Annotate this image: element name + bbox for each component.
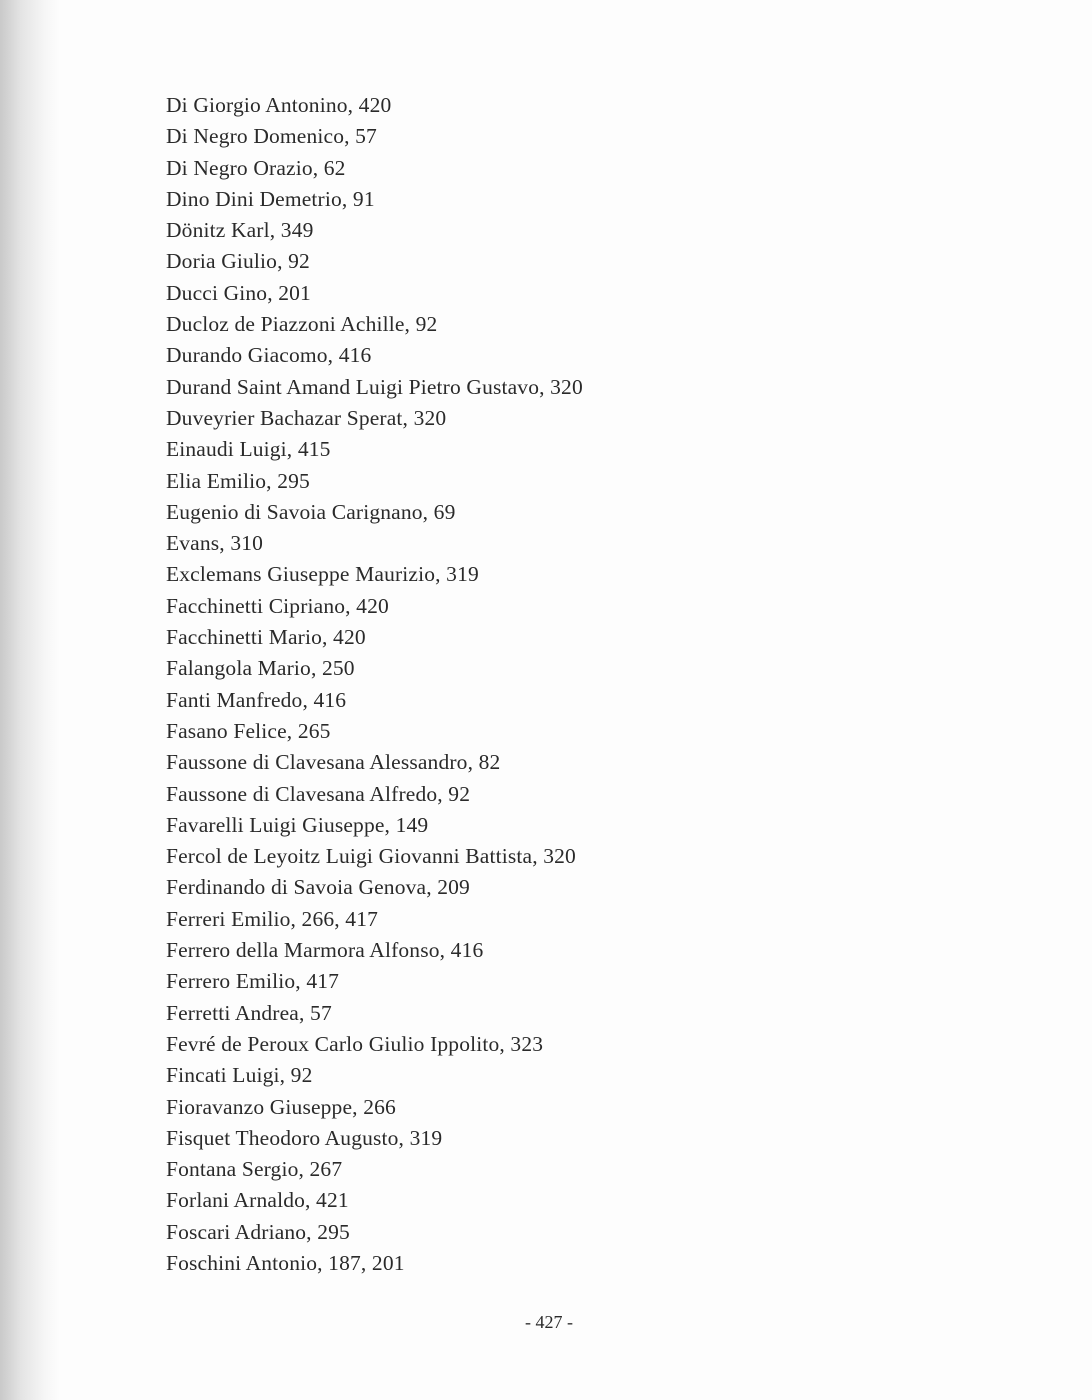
index-entry: Fercol de Leyoitz Luigi Giovanni Battista, 320 [166,844,576,869]
index-entry: Ferrero della Marmora Alfonso, 416 [166,938,484,963]
index-entry: Facchinetti Cipriano, 420 [166,593,389,618]
index-entry: Fisquet Theodoro Augusto, 319 [166,1125,443,1150]
index-entry: Fanti Manfredo, 416 [166,687,347,712]
index-entry: Ferdinando di Savoia Genova, 209 [166,875,470,900]
name-index-list [166,90,583,1279]
index-entry: Fontana Sergio, 267 [166,1157,343,1182]
index-entry: Eugenio di Savoia Carignano, 69 [166,499,456,524]
index-entry: Durand Saint Amand Luigi Pietro Gustavo, 320 [166,374,583,399]
index-entry: Elia Emilio, 295 [166,468,310,493]
page-number: - 427 - [525,1312,573,1332]
index-entry: Foscari Adriano, 295 [166,1219,350,1244]
index-entry: Fincati Luigi, 92 [166,1063,313,1088]
index-entry: Ducloz de Piazzoni Achille, 92 [166,312,438,337]
index-entry: Fevré de Peroux Carlo Giulio Ippolito, 323 [166,1031,544,1056]
index-entry: Evans, 310 [166,531,264,556]
index-entry: Faussone di Clavesana Alfredo, 92 [166,781,471,806]
index-entry: Dönitz Karl, 349 [166,218,314,243]
index-entry: Fasano Felice, 265 [166,718,331,743]
index-entry: Ferrero Emilio, 417 [166,969,340,994]
index-entry: Di Negro Domenico, 57 [166,124,377,149]
index-entry: Fioravanzo Giuseppe, 266 [166,1094,396,1119]
binding-shadow [0,0,60,1400]
index-entry: Favarelli Luigi Giuseppe, 149 [166,812,429,837]
index-entry: Faussone di Clavesana Alessandro, 82 [166,750,501,775]
index-entry: Falangola Mario, 250 [166,656,355,681]
index-entry: Dino Dini Demetrio, 91 [166,186,375,211]
index-entry: Facchinetti Mario, 420 [166,625,366,650]
index-entry: Ferretti Andrea, 57 [166,1000,332,1025]
index-entry: Doria Giulio, 92 [166,249,310,274]
index-entry: Exclemans Giuseppe Maurizio, 319 [166,562,479,587]
index-entry: Durando Giacomo, 416 [166,343,372,368]
index-entry: Ducci Gino, 201 [166,280,311,305]
index-entry: Einaudi Luigi, 415 [166,437,331,462]
index-entry: Duveyrier Bachazar Sperat, 320 [166,405,447,430]
index-entry: Di Negro Orazio, 62 [166,155,346,180]
index-entry: Foschini Antonio, 187, 201 [166,1250,405,1275]
index-entry: Forlani Arnaldo, 421 [166,1188,349,1213]
index-entry: Ferreri Emilio, 266, 417 [166,906,378,931]
index-entry: Di Giorgio Antonino, 420 [166,93,392,117]
